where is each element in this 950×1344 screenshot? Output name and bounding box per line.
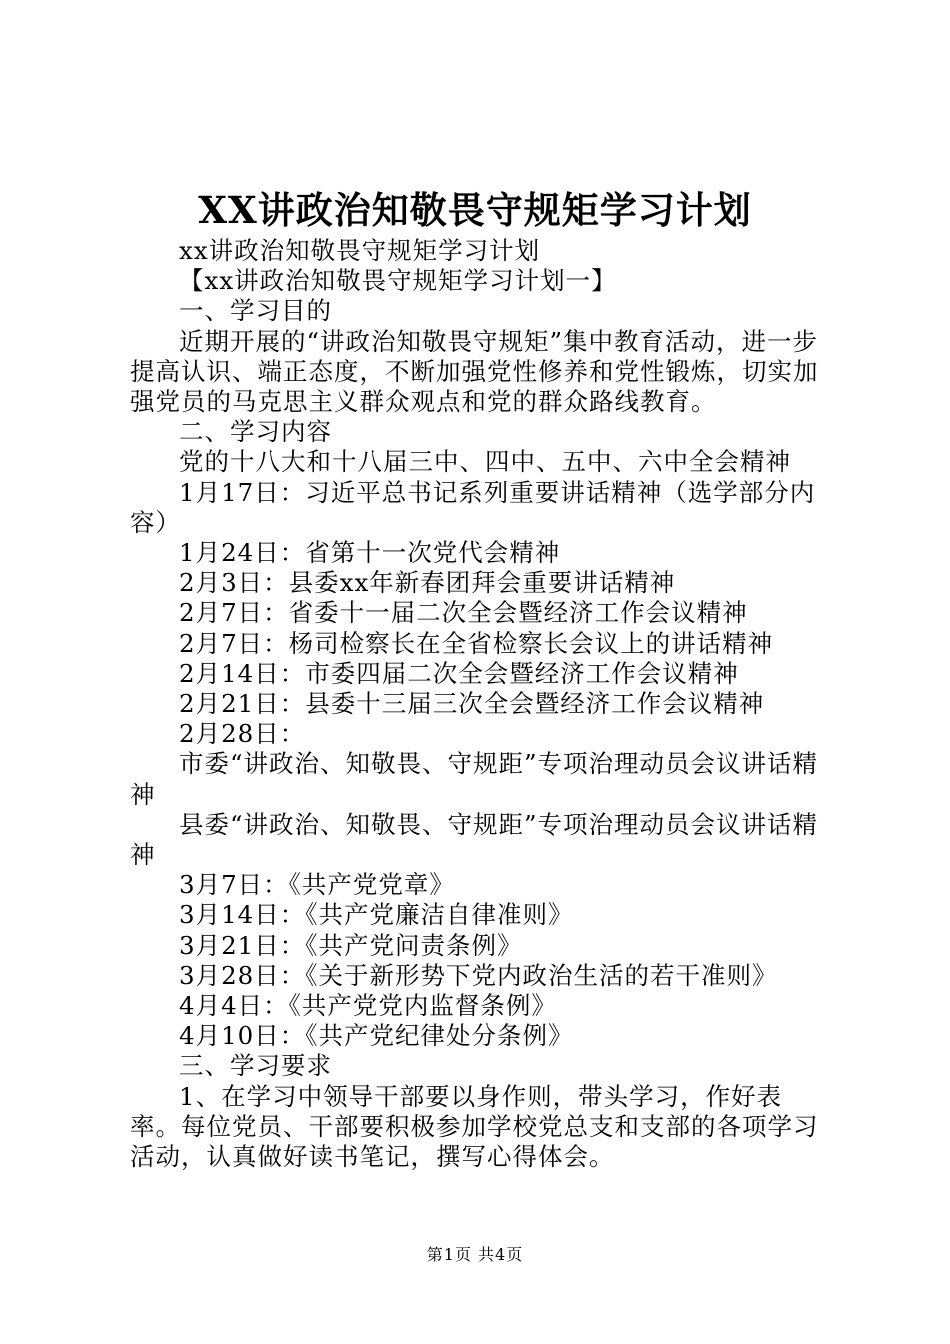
- schedule-item: 3月21日：《共产党问责条例》: [179, 930, 523, 960]
- document-title: XX讲政治知敬畏守规矩学习计划: [198, 188, 752, 232]
- page-footer: 第1页 共4页: [426, 1245, 524, 1264]
- subtitle: xx讲政治知敬畏守规矩学习计划: [179, 236, 541, 265]
- schedule-item: 4月10日：《共产党纪律处分条例》: [179, 1021, 574, 1051]
- section-heading-requirements: 三、学习要求: [179, 1051, 332, 1081]
- schedule-item: 2月7日：杨司检察长在全省检察长会议上的讲话精神: [179, 628, 774, 658]
- schedule-subitem: 市委“讲政治、知敬畏、守规距”专项治理动员会议讲话精神: [130, 749, 819, 809]
- schedule-item: 1月17日：习近平总书记系列重要讲话精神（选学部分内容）: [130, 477, 816, 537]
- requirements-paragraph: 1、在学习中领导干部要以身作则，带头学习，作好表率。每位党员、干部要积极参加学校党总支和支部的各项学习活动，认真做好读书笔记，撰写心得体会。: [130, 1081, 819, 1172]
- section-bracket-heading: 【xx讲政治知敬畏守规矩学习计划一】: [179, 266, 617, 296]
- schedule-subitem: 县委“讲政治、知敬畏、守规距”专项治理动员会议讲话精神: [130, 809, 819, 870]
- schedule-item: 2月3日：县委xx年新春团拜会重要讲话精神: [179, 568, 676, 598]
- content-paragraph: 党的十八大和十八届三中、四中、五中、六中全会精神: [179, 447, 791, 477]
- schedule-item: 3月7日：《共产党党章》: [179, 870, 455, 900]
- schedule-item: 3月14日：《共产党廉洁自律准则》: [179, 900, 574, 930]
- schedule-item: 2月21日：县委十三届三次全会暨经济工作会议精神: [179, 689, 765, 719]
- section-heading-content: 二、学习内容: [179, 417, 332, 447]
- schedule-item: 3月28日：《关于新形势下党内政治生活的若干准则》: [179, 960, 778, 990]
- schedule-item: 4月4日：《共产党党内监督条例》: [179, 991, 557, 1021]
- schedule-item: 2月28日：: [179, 719, 306, 749]
- schedule-item: 1月24日：省第十一次党代会精神: [179, 538, 561, 568]
- section-heading-purpose: 一、学习目的: [179, 296, 332, 326]
- purpose-paragraph: 近期开展的“讲政治知敬畏守规矩”集中教育活动，进一步提高认识、端正态度，不断加强党性修养和党性锻炼，切实加强党员的马克思主义群众观点和党的群众路线教育。: [130, 326, 819, 417]
- schedule-item: 2月14日：市委四届二次全会暨经济工作会议精神: [179, 658, 739, 688]
- schedule-item: 2月7日：省委十一届二次全会暨经济工作会议精神: [179, 598, 748, 628]
- document-body: [130, 236, 830, 1172]
